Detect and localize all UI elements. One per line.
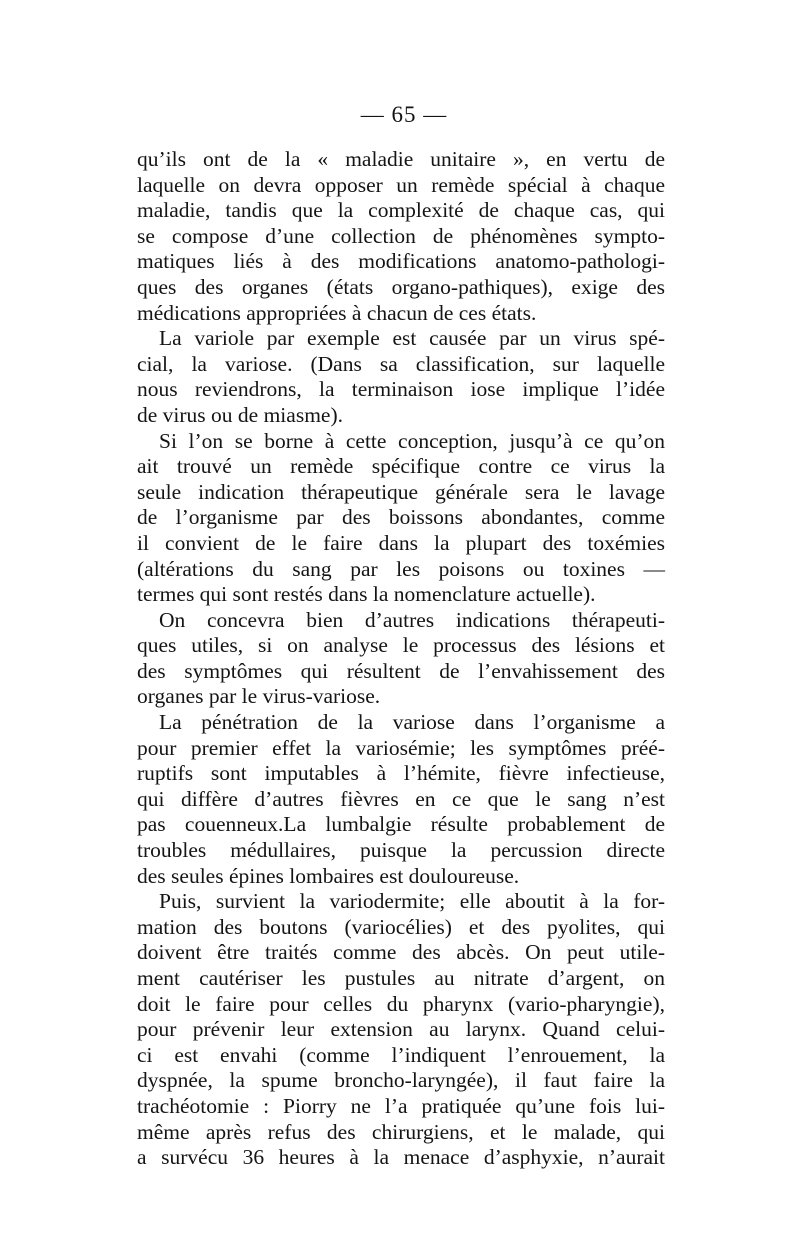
text-line: maladie, tandis que la complexité de chaque cas, qui [137,198,665,223]
text-line: des seules épines lombaires est douloureuse. [137,863,520,888]
text-line: organes par le virus-variose. [137,684,381,709]
text-line: ques utiles, si on analyse le processus des lésions et [137,633,665,658]
text-line: ruptifs sont imputables à l’hémite, fièvre infectieuse, [137,761,665,786]
text-line: mation des boutons (variocélies) et des pyolites, qui [137,914,665,939]
text-line: pour premier effet la variosémie; les symptômes préé- [137,735,665,760]
text-line: doivent être traités comme des abcès. On peut utile- [137,940,665,965]
text-line: pas couenneux.La lumbalgie résulte probablement de [137,812,665,837]
text-line: se compose d’une collection de phénomènes sympto- [137,223,665,248]
text-line: ci est envahi (comme l’indiquent l’enrouement, la [137,1042,665,1067]
text-line: ques des organes (états organo-pathiques), exige des [137,274,665,299]
text-line: il convient de le faire dans la plupart des toxémies [137,530,665,555]
text-line: La variole par exemple est causée par un virus spé- [159,326,665,351]
page-number: — 65 — [360,102,448,127]
text-line: Si l’on se borne à cette conception, jusqu’à ce qu’on [159,428,665,453]
text-line: pour prévenir leur extension au larynx. Quand celui- [137,1017,665,1042]
text-line: matiques liés à des modifications anatomo-pathologi- [137,249,665,274]
text-line: laquelle on devra opposer un remède spécial à chaque [137,172,665,197]
text-line: termes qui sont restés dans la nomenclature actuelle). [137,582,596,607]
text-line: qui diffère d’autres fièvres en ce que le sang n’est [137,786,665,811]
text-line: trachéotomie : Piorry ne l’a pratiquée qu’une fois lui- [137,1093,665,1118]
body-text [137,147,665,1171]
text-line: doit le faire pour celles du pharynx (vario-pharyngie), [137,991,665,1016]
text-line: cial, la variose. (Dans sa classification, sur laquelle [137,351,665,376]
text-line: même après refus des chirurgiens, et le malade, qui [137,1119,665,1144]
text-line: troubles médullaires, puisque la percussion directe [137,838,665,863]
text-line: nous reviendrons, la terminaison iose implique l’idée [137,377,665,402]
text-line: (altérations du sang par les poisons ou toxines — [137,556,665,581]
text-line: ment cautériser les pustules au nitrate d’argent, on [137,966,665,990]
text-line: La pénétration de la variose dans l’organisme a [159,710,665,735]
text-line: On concevra bien d’autres indications thérapeuti- [159,607,665,632]
text-line: de virus ou de miasme). [137,402,343,427]
text-line: des symptômes qui résultent de l’envahissement des [137,658,665,683]
text-line: médications appropriées à chacun de ces états. [137,300,537,325]
text-line: dyspnée, la spume broncho-laryngée), il faut faire la [137,1068,665,1093]
text-line: Puis, survient la variodermite; elle aboutit à la for- [159,889,665,914]
text-line: qu’ils ont de la « maladie unitaire », en vertu de [137,147,665,171]
text-line: ait trouvé un remède spécifique contre ce virus la [137,454,665,479]
text-line: de l’organisme par des boissons abondantes, comme [137,505,665,530]
text-line: seule indication thérapeutique générale sera le lavage [137,479,665,504]
text-line: a survécu 36 heures à la menace d’asphyxie, n’aurait [137,1145,665,1170]
